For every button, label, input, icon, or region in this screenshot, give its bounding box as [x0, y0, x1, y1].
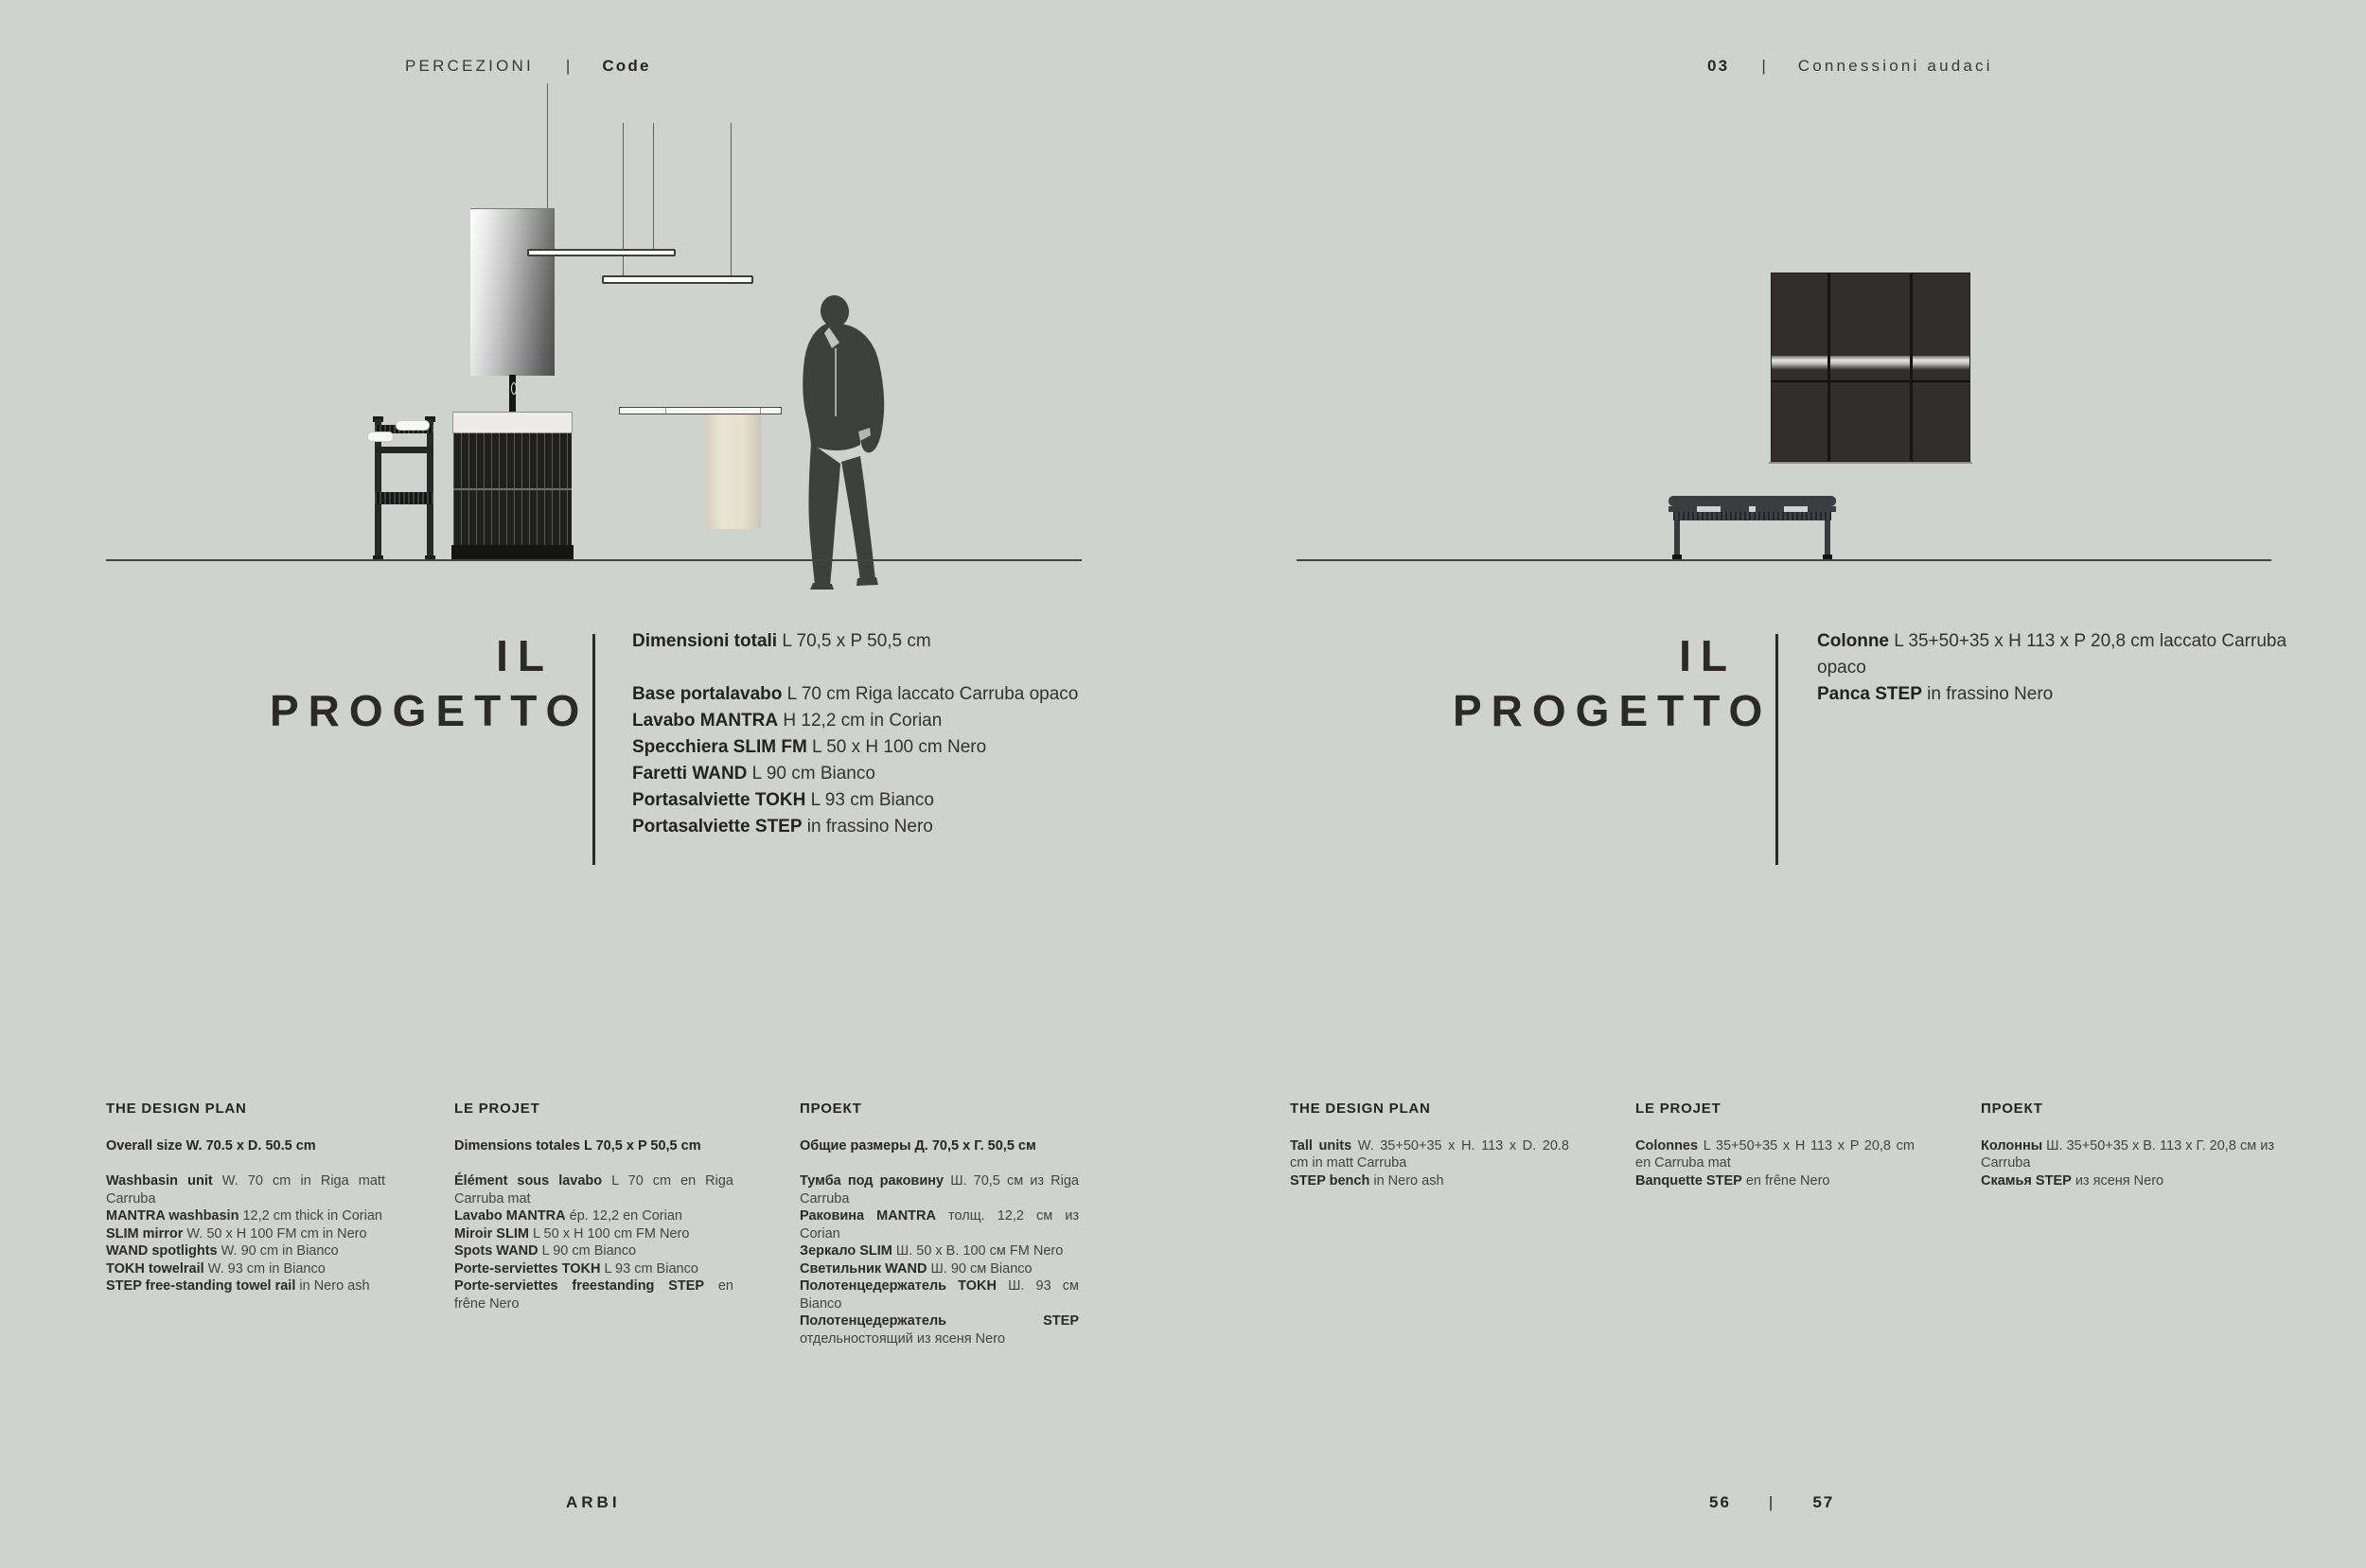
spec-intro — [1817, 628, 2309, 681]
cabinet-shadow — [1769, 462, 1972, 464]
chapter-number: 03 — [1707, 57, 1730, 75]
column-design-plan-right — [1290, 1101, 1569, 1189]
column-item: STEP bench in Nero ash — [1290, 1172, 1444, 1189]
right-project-specs — [1817, 628, 2309, 708]
spec-line: Base portalavabo L 70 cm Riga laccato Carruba opaco — [632, 684, 1079, 704]
washbasin-top — [452, 412, 573, 433]
man-illustration — [798, 293, 902, 591]
column-le-projet-left — [454, 1101, 733, 1313]
white-towel — [367, 432, 394, 442]
column-item: Colonnes L 35+50+35 x H 113 x P 20,8 cm en Carruba mat — [1635, 1137, 1915, 1171]
chapter-code: Code — [602, 57, 651, 75]
column-item: Колонны Ш. 35+50+35 х В. 113 х Г. 20,8 см из Carruba — [1981, 1137, 2274, 1171]
bench-seat — [1669, 496, 1836, 506]
column-item: STEP free-standing towel rail in Nero ash — [106, 1278, 370, 1294]
page-number-left: 56 — [1709, 1493, 1731, 1511]
tokh-joint — [665, 408, 666, 414]
spec-line: Portasalviette STEP in frassino Nero — [632, 817, 933, 837]
column-size-line: Общие размеры Д. 70,5 х Г. 50,5 см — [800, 1137, 1036, 1154]
bench-leg — [1825, 520, 1830, 556]
left-project-title — [270, 628, 590, 738]
spec-intro — [632, 628, 1124, 655]
towel-ladder-post — [427, 419, 433, 555]
column-heading: ПРОЕКТ — [800, 1101, 862, 1117]
page-numbers — [1709, 1493, 1834, 1512]
column-item-list — [1981, 1137, 2274, 1190]
column-item: Полотенцедержатель TOKH Ш. 93 см Bianco — [800, 1278, 1079, 1312]
series-title: PERCEZIONI — [405, 57, 534, 75]
column-item: Banquette STEP en frêne Nero — [1635, 1172, 1830, 1189]
tall-units-cabinet — [1771, 273, 1970, 462]
step-bench — [1669, 496, 1836, 561]
spec-line: Specchiera SLIM FM L 50 x H 100 cm Nero — [632, 737, 987, 757]
header-separator: | — [1761, 57, 1766, 75]
bench-leg — [1674, 520, 1680, 556]
right-project-divider — [1775, 634, 1778, 865]
column-item-list — [106, 1172, 385, 1295]
column-item: Miroir SLIM L 50 x H 100 cm FM Nero — [454, 1225, 690, 1242]
column-item: Раковина MANTRA толщ. 12,2 см из Corian — [800, 1208, 1079, 1242]
left-ground-line — [106, 559, 1082, 561]
towel-ladder-rail — [375, 492, 433, 504]
spec-intro-bold: Colonne — [1817, 631, 1889, 651]
wand-spotlight-bar — [527, 249, 676, 256]
column-item-list — [1290, 1137, 1569, 1190]
right-ground-line — [1297, 559, 2271, 561]
column-le-projet-right — [1635, 1101, 1915, 1189]
spec-intro-rest: L 70,5 x P 50,5 cm — [777, 631, 931, 651]
wand-spotlight-bar — [602, 275, 753, 284]
right-project-title — [1453, 628, 1773, 738]
column-heading: LE PROJET — [454, 1101, 540, 1117]
washbasin-unit-groove — [453, 488, 572, 490]
cabinet-column-divider — [1827, 273, 1830, 461]
left-project-specs — [632, 628, 1124, 840]
cabinet-column-divider — [1910, 273, 1913, 461]
column-heading: LE PROJET — [1635, 1101, 1722, 1117]
column-size-line: Overall size W. 70.5 x D. 50.5 cm — [106, 1137, 316, 1154]
column-item: TOKH towelrail W. 93 cm in Bianco — [106, 1260, 326, 1277]
column-item: Élément sous lavabo L 70 cm en Riga Carruba mat — [454, 1173, 733, 1207]
header-left — [405, 57, 651, 76]
spec-line: Panca STEP in frassino Nero — [1817, 684, 2054, 704]
mirror-stand-fitting — [511, 382, 517, 395]
column-item: SLIM mirror W. 50 x H 100 FM cm in Nero — [106, 1225, 367, 1242]
brand-logo: ARBI — [566, 1493, 621, 1511]
page-number-separator: | — [1768, 1493, 1775, 1511]
beige-towel — [706, 414, 761, 529]
spec-line: Lavabo MANTRA H 12,2 cm in Corian — [632, 711, 943, 731]
column-item-list — [454, 1172, 733, 1313]
column-item: Porte-serviettes freestanding STEP en frêne Nero — [454, 1278, 733, 1312]
column-item: Полотенцедержатель STEP отдельностоящий из ясеня Nero — [800, 1313, 1079, 1347]
column-item-list — [1635, 1137, 1915, 1190]
column-item: MANTRA washbasin 12,2 cm thick in Corian — [106, 1208, 382, 1224]
column-item: Washbasin unit W. 70 cm in Riga matt Carruba — [106, 1173, 385, 1207]
column-size-line: Dimensions totales L 70,5 x P 50,5 cm — [454, 1137, 701, 1154]
column-heading: THE DESIGN PLAN — [1290, 1101, 1431, 1117]
spec-intro-rest: L 35+50+35 x H 113 x P 20,8 cm laccato Carruba opaco — [1817, 631, 2287, 678]
column-item: Tall units W. 35+50+35 x H. 113 x D. 20.8 cm in matt Carruba — [1290, 1137, 1569, 1171]
column-item: Скамья STEP из ясеня Nero — [1981, 1172, 2164, 1189]
column-item: Spots WAND L 90 cm Bianco — [454, 1243, 637, 1259]
column-item: Зеркало SLIM Ш. 50 х В. 100 см FM Nero — [800, 1243, 1064, 1259]
slim-mirror — [470, 208, 555, 376]
tokh-joint — [760, 408, 761, 414]
column-item: WAND spotlights W. 90 cm in Bianco — [106, 1243, 339, 1259]
column-item: Lavabo MANTRA ép. 12,2 en Corian — [454, 1208, 682, 1224]
column-item: Тумба под раковину Ш. 70,5 см из Riga Carruba — [800, 1173, 1079, 1207]
chapter-title: Connessioni audaci — [1797, 57, 1993, 75]
tokh-towelrail — [619, 407, 782, 414]
project-title-line1: IL — [1679, 631, 1737, 680]
spec-line-list — [632, 681, 1124, 840]
cabinet-metal-band — [1772, 356, 1969, 370]
column-proekt-left — [800, 1101, 1079, 1348]
column-heading: THE DESIGN PLAN — [106, 1101, 247, 1117]
project-title-line2: PROGETTO — [1453, 686, 1773, 735]
pendant-wire — [653, 123, 654, 251]
pendant-wire — [731, 123, 732, 277]
column-heading: ПРОЕКТ — [1981, 1101, 2043, 1117]
page-number-right: 57 — [1812, 1493, 1835, 1511]
bench-apron — [1673, 512, 1831, 520]
header-separator: | — [565, 57, 571, 75]
cabinet-groove — [1772, 380, 1969, 382]
column-design-plan-left — [106, 1101, 385, 1295]
project-title-line2: PROGETTO — [270, 686, 590, 735]
spec-line-list — [1817, 681, 2309, 708]
spec-line: Faretti WAND L 90 cm Bianco — [632, 764, 875, 784]
spec-line: Portasalviette TOKH L 93 cm Bianco — [632, 790, 934, 810]
column-item-list — [800, 1172, 1079, 1348]
spec-intro-bold: Dimensioni totali — [632, 631, 778, 651]
left-project-divider — [592, 634, 595, 865]
column-item: Светильник WAND Ш. 90 см Bianco — [800, 1260, 1033, 1277]
header-right — [1707, 57, 1993, 76]
column-proekt-right — [1981, 1101, 2274, 1189]
column-item: Porte-serviettes TOKH L 93 cm Bianco — [454, 1260, 698, 1277]
project-title-line1: IL — [496, 631, 554, 680]
white-towel — [396, 420, 430, 431]
towel-ladder-rail — [375, 447, 433, 453]
